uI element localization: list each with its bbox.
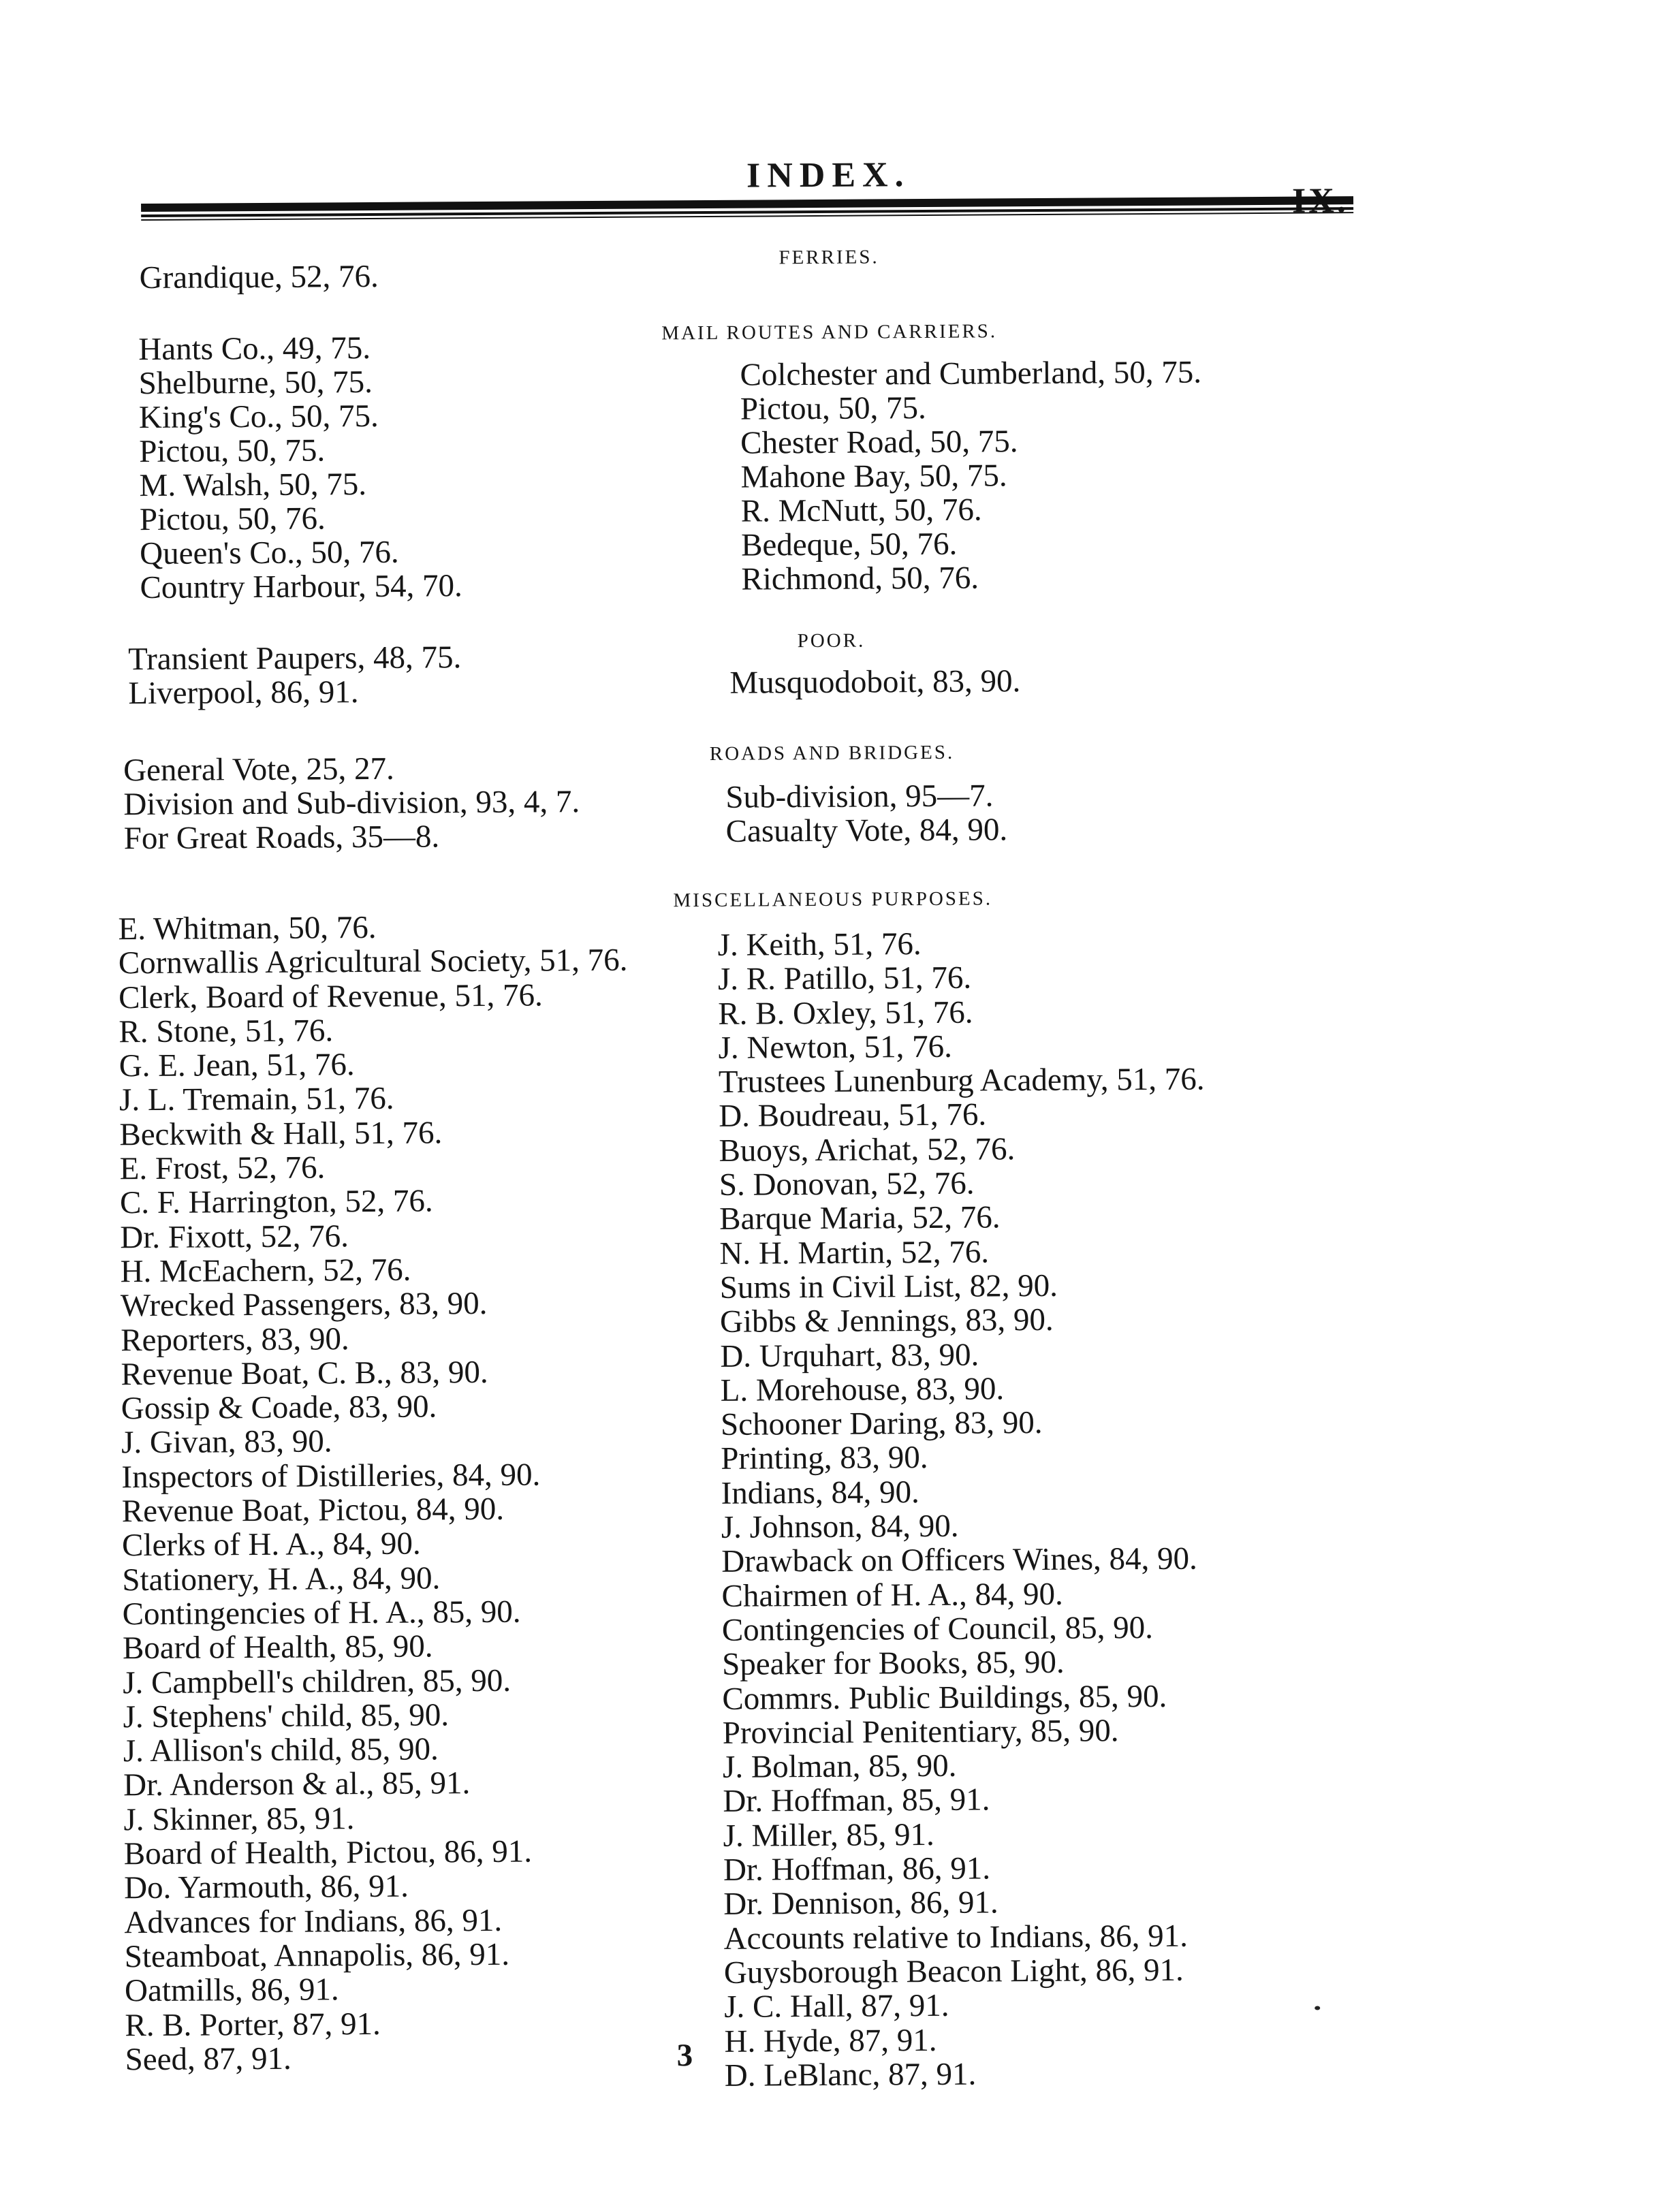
miscellaneous-left-column bbox=[118, 909, 634, 2077]
index-entry: Pictou, 50, 75. bbox=[740, 390, 926, 427]
index-entry: Dr. Hoffman, 86, 91. bbox=[723, 1850, 991, 1888]
index-entry: Bedeque, 50, 76. bbox=[740, 526, 958, 563]
index-entry: J. Johnson, 84, 90. bbox=[721, 1508, 959, 1545]
index-entry: D. Urquhart, 83, 90. bbox=[720, 1337, 979, 1374]
index-entry: E. Frost, 52, 76. bbox=[119, 1150, 326, 1187]
index-entry: L. Morehouse, 83, 90. bbox=[720, 1371, 1005, 1408]
index-entry: Dr. Dennison, 86, 91. bbox=[723, 1884, 998, 1923]
index-entry: Trustees Lunenburg Academy, 51, 76. bbox=[718, 1061, 1205, 1101]
index-entry: Shelburne, 50, 75. bbox=[138, 364, 373, 402]
miscellaneous-right-column bbox=[718, 926, 1211, 2093]
index-entry: Printing, 83, 90. bbox=[721, 1440, 928, 1477]
index-entry: Sums in Civil List, 82, 90. bbox=[719, 1267, 1058, 1306]
index-entry: Accounts relative to Indians, 86, 91. bbox=[723, 1918, 1189, 1957]
index-entry: Sub-division, 95—7. bbox=[725, 778, 994, 815]
mail-routes-left-column bbox=[138, 330, 462, 605]
index-entry: J. Miller, 85, 91. bbox=[723, 1816, 934, 1854]
index-entry: Transient Paupers, 48, 75. bbox=[127, 639, 462, 678]
index-entry: Division and Sub-division, 93, 4, 7. bbox=[123, 784, 580, 823]
index-entry: Contingencies of Council, 85, 90. bbox=[721, 1609, 1154, 1648]
index-entry: For Great Roads, 35—8. bbox=[123, 819, 440, 857]
index-entry: Board of Health, 85, 90. bbox=[122, 1628, 433, 1666]
index-entry: Hants Co., 49, 75. bbox=[138, 330, 371, 368]
index-entry: R. B. Porter, 87, 91. bbox=[125, 2006, 381, 2043]
index-entry: Dr. Anderson & al., 85, 91. bbox=[123, 1765, 471, 1803]
index-entry: Guysborough Beacon Light, 86, 91. bbox=[723, 1952, 1184, 1991]
index-entry: Revenue Boat, C. B., 83, 90. bbox=[121, 1354, 488, 1393]
index-entry: Pictou, 50, 76. bbox=[139, 501, 326, 538]
index-entry: Clerk, Board of Revenue, 51, 76. bbox=[118, 977, 543, 1015]
index-entry: Pictou, 50, 75. bbox=[139, 432, 326, 470]
section-title-mail-routes: MAIL ROUTES AND CARRIERS. bbox=[661, 320, 998, 345]
index-entry: J. Newton, 51, 76. bbox=[718, 1028, 953, 1066]
index-entry: Advances for Indians, 86, 91. bbox=[124, 1902, 503, 1940]
index-entry: C. F. Harrington, 52, 76. bbox=[119, 1183, 433, 1221]
index-entry: E. Whitman, 50, 76. bbox=[118, 909, 377, 947]
index-entry: Richmond, 50, 76. bbox=[741, 560, 979, 597]
poor-left-column bbox=[128, 640, 462, 710]
index-entry: D. Boudreau, 51, 76. bbox=[719, 1096, 987, 1135]
index-entry: Schooner Daring, 83, 90. bbox=[720, 1405, 1043, 1443]
index-entry: Queen's Co., 50, 76. bbox=[140, 534, 399, 572]
index-entry: Gibbs & Jennings, 83, 90. bbox=[719, 1302, 1054, 1340]
index-entry: Do. Yarmouth, 86, 91. bbox=[123, 1869, 409, 1906]
index-entry: M. Walsh, 50, 75. bbox=[139, 467, 367, 504]
index-entry: Colchester and Cumberland, 50, 75. bbox=[740, 354, 1202, 393]
index-entry: Reporters, 83, 90. bbox=[121, 1321, 349, 1358]
index-entry: J. Campbell's children, 85, 90. bbox=[123, 1662, 512, 1701]
index-entry: S. Donovan, 52, 76. bbox=[719, 1165, 975, 1203]
index-entry: Contingencies of H. A., 85, 90. bbox=[122, 1594, 521, 1632]
index-entry: D. LeBlanc, 87, 91. bbox=[724, 2056, 977, 2094]
index-entry: Cornwallis Agricultural Society, 51, 76. bbox=[118, 942, 628, 981]
index-entry: R. Stone, 51, 76. bbox=[119, 1013, 334, 1050]
index-entry: Buoys, Arichat, 52, 76. bbox=[719, 1131, 1016, 1169]
index-entry: Board of Health, Pictou, 86, 91. bbox=[123, 1833, 533, 1872]
index-entry: Country Harbour, 54, 70. bbox=[140, 568, 462, 606]
index-entry: Drawback on Officers Wines, 84, 90. bbox=[721, 1540, 1197, 1580]
index-entry: Inspectors of Distilleries, 84, 90. bbox=[121, 1457, 541, 1496]
index-entry: G. E. Jean, 51, 76. bbox=[119, 1047, 355, 1084]
index-entry: Chairmen of H. A., 84, 90. bbox=[721, 1576, 1063, 1614]
index-entry: J. Givan, 83, 90. bbox=[121, 1423, 332, 1461]
index-entry: J. L. Tremain, 51, 76. bbox=[119, 1081, 394, 1118]
signature-mark: 3 bbox=[676, 2038, 693, 2074]
index-entry: Liverpool, 86, 91. bbox=[128, 674, 359, 712]
index-entry: Mahone Bay, 50, 75. bbox=[740, 458, 1007, 495]
index-entry: R. B. Oxley, 51, 76. bbox=[718, 994, 973, 1032]
index-entry: Gossip & Coade, 83, 90. bbox=[121, 1389, 437, 1427]
index-entry: Provincial Penitentiary, 85, 90. bbox=[722, 1713, 1119, 1751]
index-entry: N. H. Martin, 52, 76. bbox=[719, 1234, 990, 1271]
roads-right-column bbox=[725, 778, 1007, 849]
index-entry: Seed, 87, 91. bbox=[125, 2040, 292, 2078]
index-entry: Speaker for Books, 85, 90. bbox=[721, 1645, 1065, 1683]
index-entry: J. Stephens' child, 85, 90. bbox=[123, 1697, 450, 1735]
section-title-miscellaneous: MISCELLANEOUS PURPOSES. bbox=[673, 887, 993, 912]
mail-routes-right-column bbox=[740, 356, 1203, 597]
index-entry: Dr. Fixott, 52, 76. bbox=[120, 1218, 349, 1255]
index-entry: Chester Road, 50, 75. bbox=[740, 424, 1018, 461]
index-entry: Oatmills, 86, 91. bbox=[124, 1972, 339, 2009]
index-entry: J. R. Patillo, 51, 76. bbox=[717, 960, 972, 998]
index-entry: J. C. Hall, 87, 91. bbox=[724, 1988, 949, 2025]
index-entry: J. Bolman, 85, 90. bbox=[722, 1748, 957, 1785]
index-entry: J. Skinner, 85, 91. bbox=[123, 1800, 355, 1837]
section-title-ferries: FERRIES. bbox=[778, 246, 879, 269]
index-entry: Dr. Hoffman, 85, 91. bbox=[723, 1782, 990, 1820]
section-title-poor: POOR. bbox=[797, 629, 866, 652]
poor-right-column bbox=[729, 664, 1020, 700]
index-entry: Clerks of H. A., 84, 90. bbox=[121, 1526, 421, 1564]
index-entry: Grandique, 52, 76. bbox=[139, 258, 379, 296]
index-entry: Musquodoboit, 83, 90. bbox=[729, 663, 1021, 701]
ink-speck bbox=[1315, 2006, 1320, 2010]
index-entry: Indians, 84, 90. bbox=[721, 1474, 919, 1511]
index-entry: Wrecked Passengers, 83, 90. bbox=[120, 1286, 488, 1324]
index-entry: J. Allison's child, 85, 90. bbox=[123, 1731, 439, 1769]
ferries-left-column bbox=[140, 259, 379, 295]
index-entry: H. Hyde, 87, 91. bbox=[724, 2022, 937, 2059]
index-entry: Stationery, H. A., 84, 90. bbox=[122, 1560, 441, 1598]
section-title-roads-bridges: ROADS AND BRIDGES. bbox=[709, 741, 955, 765]
index-entry: King's Co., 50, 75. bbox=[138, 398, 379, 436]
index-entry: R. McNutt, 50, 76. bbox=[740, 492, 982, 529]
index-entry: J. Keith, 51, 76. bbox=[717, 926, 922, 963]
index-entry: General Vote, 25, 27. bbox=[123, 750, 394, 789]
index-entry: Barque Maria, 52, 76. bbox=[719, 1199, 1001, 1237]
index-entry: Beckwith & Hall, 51, 76. bbox=[119, 1115, 443, 1153]
index-entry: Commrs. Public Buildings, 85, 90. bbox=[722, 1678, 1167, 1717]
index-entry: Revenue Boat, Pictou, 84, 90. bbox=[121, 1491, 505, 1530]
page-title: INDEX. bbox=[746, 155, 911, 195]
index-entry: Steamboat, Annapolis, 86, 91. bbox=[124, 1936, 510, 1975]
index-entry: H. McEachern, 52, 76. bbox=[120, 1252, 411, 1290]
index-entry: Casualty Vote, 84, 90. bbox=[725, 812, 1008, 849]
roads-left-column bbox=[123, 750, 580, 855]
